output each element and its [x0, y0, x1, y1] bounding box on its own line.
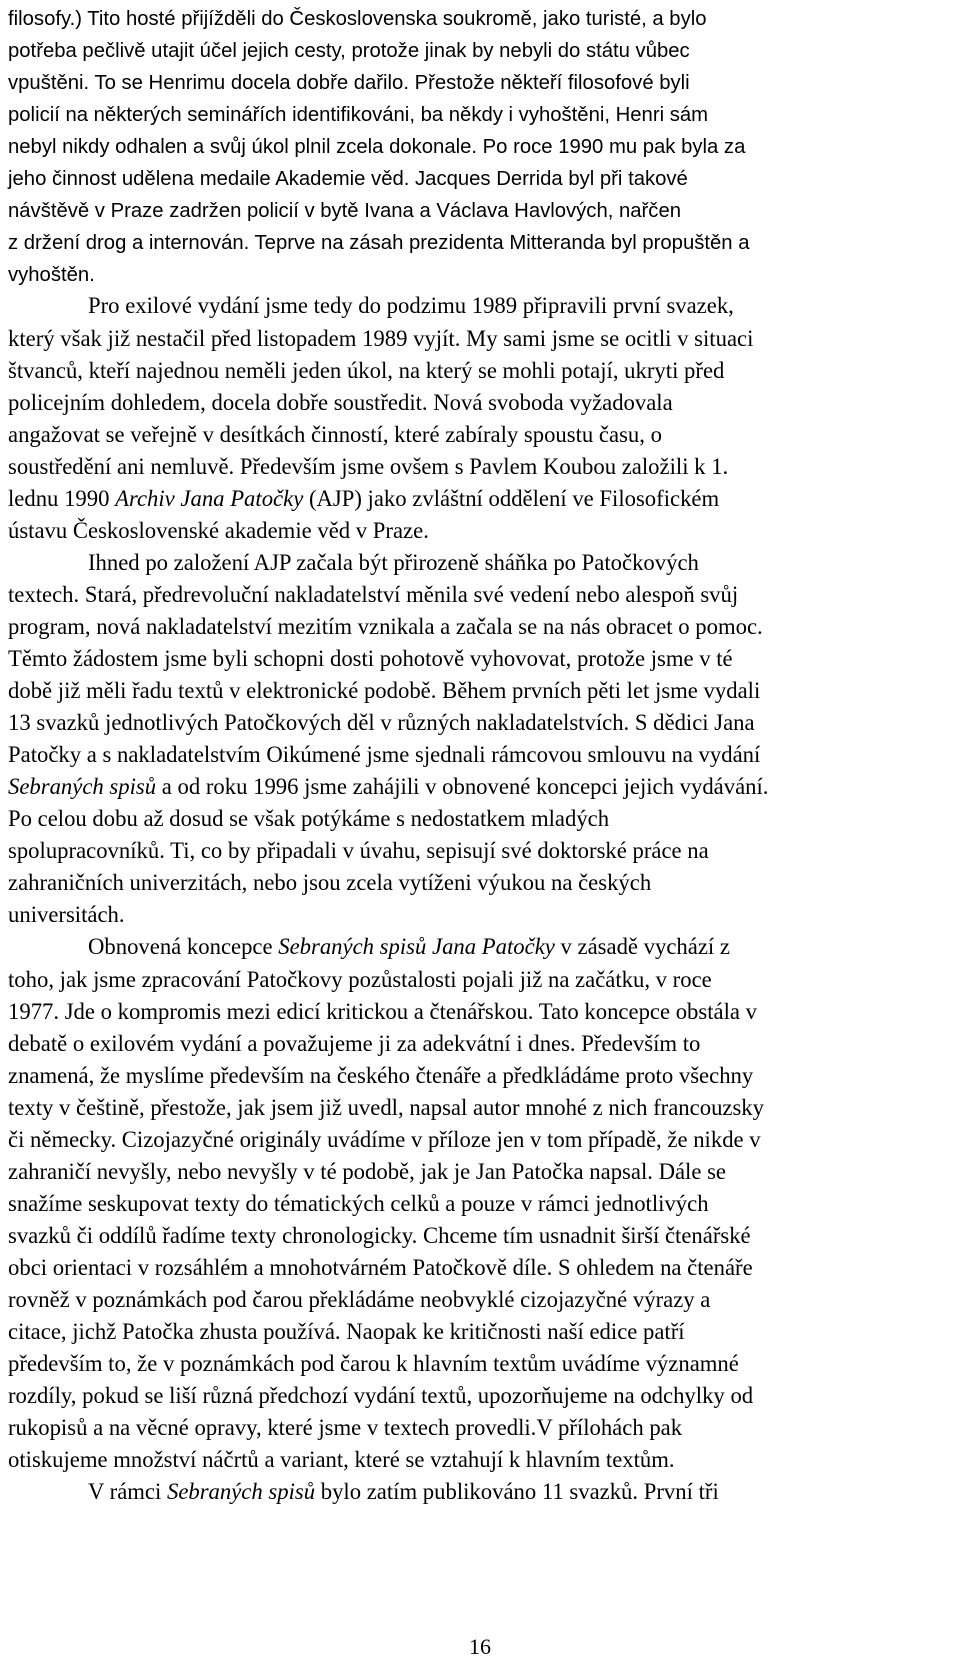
text-line [8, 258, 95, 290]
text-segment: citace, jichž Patočka zhusta používá. Naopak ke kritičnosti naší edice patří [8, 1319, 685, 1345]
text-segment: Patočky a s nakladatelstvím Oikúmené jsme sjednali rámcovou smlouvu na vydání [8, 742, 761, 768]
text-line [8, 1092, 764, 1124]
text-line [8, 899, 125, 931]
text-segment: policií na některých seminářích identifikováni, ba někdy i vyhoštěni, Henri sám [8, 104, 709, 127]
text-segment: textech. Stará, předrevoluční nakladatelství měnila své vedení nebo alespoň svůj [8, 581, 739, 607]
text-line [8, 1476, 719, 1508]
page-number: 16 [469, 1634, 491, 1659]
text-segment: rozdíly, pokud se liší různá předchozí vydání textů, upozorňujeme na odchylky od [8, 1383, 754, 1409]
text-line [8, 1316, 685, 1348]
text-segment: z držení drog a internován. Teprve na zásah prezidenta Mitteranda byl propuštěn a [8, 232, 750, 255]
text-segment: spolupracovníků. Ti, co by připadali v úvahu, sepisují své doktorské práce na [8, 838, 709, 864]
text-segment: Obnovená koncepce [88, 934, 279, 960]
text-segment: (AJP) jako zvláštní oddělení ve Filosofickém [303, 485, 720, 511]
text-line [8, 579, 738, 611]
text-line [8, 419, 662, 451]
text-segment: návštěvě v Praze zadržen policií v bytě Ivana a Václava Havlových, nařčen [8, 200, 682, 223]
text-line [8, 1348, 739, 1380]
text-segment: svazků či oddílů řadíme texty chronologicky. Chceme tím usnadnit širší čtenářské [8, 1222, 751, 1248]
text-line [8, 355, 724, 387]
text-line [8, 1380, 753, 1412]
text-segment: obci orientaci v rozsáhlém a mnohotvárném Patočkově díle. S ohledem na čtenáře [8, 1254, 753, 1280]
text-line [8, 1028, 700, 1060]
text-line [8, 98, 708, 130]
text-line [8, 835, 709, 867]
text-line [8, 1252, 753, 1284]
text-segment: angažovat se veřejně v desítkách činností, které zabíraly spoustu času, o [8, 421, 662, 447]
text-line [8, 451, 728, 483]
text-segment: štvanců, kteří najednou neměli jeden úkol, na který se mohli potají, ukryti před [8, 357, 725, 383]
text-line [8, 1124, 761, 1156]
text-line [8, 1156, 726, 1188]
text-segment: program, nová nakladatelství mezitím vznikala a začala se na nás obracet o pomoc. [8, 613, 763, 639]
text-line [8, 130, 745, 162]
text-line [8, 1444, 675, 1476]
text-line [8, 803, 609, 835]
text-line [8, 1412, 682, 1444]
text-segment: v zásadě vychází z [554, 934, 730, 960]
text-line [8, 771, 768, 803]
text-line [8, 707, 755, 739]
text-segment: zahraničních univerzitách, nebo jsou zcela vytíženi výukou na českých [8, 870, 652, 896]
text-segment: V rámci [88, 1479, 167, 1505]
text-line [8, 611, 763, 643]
text-segment: filosofy.) Tito hosté přijížděli do Československa soukromě, jako turisté, a bylo [8, 8, 707, 30]
italic-title: Sebraných spisů Jana Patočky [278, 934, 555, 960]
text-segment: lednu 1990 [8, 485, 116, 511]
text-segment: a od roku 1996 jsme zahájili v obnovené koncepci jejich vydávání. [156, 774, 769, 800]
text-segment: 13 svazků jednotlivých Patočkových děl v různých nakladatelstvích. S dědici Jana [8, 710, 755, 736]
text-segment: zahraničí nevyšly, nebo nevyšly v té podobě, jak je Jan Patočka napsal. Dále se [8, 1158, 727, 1184]
text-line [8, 226, 749, 258]
text-segment: otiskujeme množství náčrtů a variant, které se vztahují k hlavním textům. [8, 1447, 675, 1473]
text-segment: který však již nestačil před listopadem 1989 vyjít. My sami jsme se ocitli v situaci [8, 325, 754, 351]
text-line [8, 1060, 753, 1092]
text-line [8, 547, 699, 579]
text-line [8, 2, 707, 34]
text-line [8, 66, 690, 98]
text-line [8, 162, 688, 194]
text-segment: vpuštěni. To se Henrimu docela dobře dařilo. Přestože někteří filosofové byli [8, 72, 690, 95]
text-line [8, 1220, 751, 1252]
text-segment: potřeba pečlivě utajit účel jejich cesty, protože jinak by nebyli do státu vůbec [8, 40, 690, 63]
text-line [8, 931, 730, 963]
text-segment: Pro exilové vydání jsme tedy do podzimu 1989 připravili první svazek, [88, 293, 734, 319]
text-segment: či německy. Cizojazyčné originály uvádíme v příloze jen v tom případě, že nikde v [8, 1126, 761, 1152]
text-segment: rovněž v poznámkách pod čarou překládáme neobvyklé cizojazyčné výrazy a [8, 1287, 711, 1312]
text-segment: bylo zatím publikováno 11 svazků. První tři [315, 1479, 719, 1505]
text-line [8, 483, 719, 515]
text-line [8, 194, 681, 226]
text-line [8, 34, 690, 66]
text-line [8, 996, 757, 1028]
text-segment: ústavu Československé akademie věd v Praze. [8, 517, 429, 543]
text-line [8, 739, 760, 771]
text-line [8, 964, 712, 996]
text-segment: jeho činnost udělena medaile Akademie věd. Jacques Derrida byl při takové [8, 168, 688, 191]
text-segment: nebyl nikdy odhalen a svůj úkol plnil zcela dokonale. Po roce 1990 mu pak byla za [8, 136, 746, 159]
text-segment: toho, jak jsme zpracování Patočkovy pozůstalosti pojali již na začátku, v roce [8, 966, 712, 992]
text-line [8, 387, 673, 419]
text-segment: době již měli řadu textů v elektronické podobě. Během prvních pěti let jsme vydali [8, 678, 761, 704]
text-line [8, 323, 753, 355]
text-line [8, 1188, 709, 1220]
text-segment: rukopisů a na věcné opravy, které jsme v textech provedli.V přílohách pak [8, 1415, 683, 1441]
text-line [8, 1284, 710, 1316]
italic-title: Archiv Jana Patočky [115, 485, 304, 511]
text-line [8, 675, 760, 707]
text-segment: Po celou dobu až dosud se však potýkáme s nedostatkem mladých [8, 806, 610, 832]
text-segment: universitách. [8, 902, 125, 928]
text-line [8, 515, 429, 547]
italic-title: Sebraných spisů [166, 1479, 316, 1505]
text-segment: Těmto žádostem jsme byli schopni dosti pohotově vyhovovat, protože jsme v té [8, 646, 733, 671]
text-segment: vyhoštěn. [8, 264, 95, 287]
text-line [8, 643, 733, 675]
text-segment: Ihned po založení AJP začala být přirozeně sháňka po Patočkových [88, 549, 699, 575]
text-segment: především to, že v poznámkách pod čarou k hlavním textům uvádíme významné [8, 1351, 739, 1377]
italic-title: Sebraných spisů [8, 774, 157, 800]
text-line [8, 290, 734, 322]
text-segment: znamená, že myslíme především na českého čtenáře a předkládáme proto všechny [8, 1062, 754, 1088]
text-segment: 1977. Jde o kompromis mezi edicí kritickou a čtenářskou. Tato koncepce obstála v [8, 998, 757, 1024]
text-segment: soustředění ani nemluvě. Především jsme ovšem s Pavlem Koubou založili k 1. [8, 453, 729, 479]
text-segment: snažíme seskupovat texty do tématických celků a pouze v rámci jednotlivých [8, 1190, 709, 1216]
text-line [8, 867, 651, 899]
text-segment: debatě o exilovém vydání a považujeme ji za adekvátní i dnes. Především to [8, 1030, 701, 1056]
text-segment: texty v češtině, přestože, jak jsem již uvedl, napsal autor mnohé z nich francouzsky [8, 1094, 764, 1120]
text-segment: policejním dohledem, docela dobře soustředit. Nová svoboda vyžadovala [8, 389, 673, 415]
